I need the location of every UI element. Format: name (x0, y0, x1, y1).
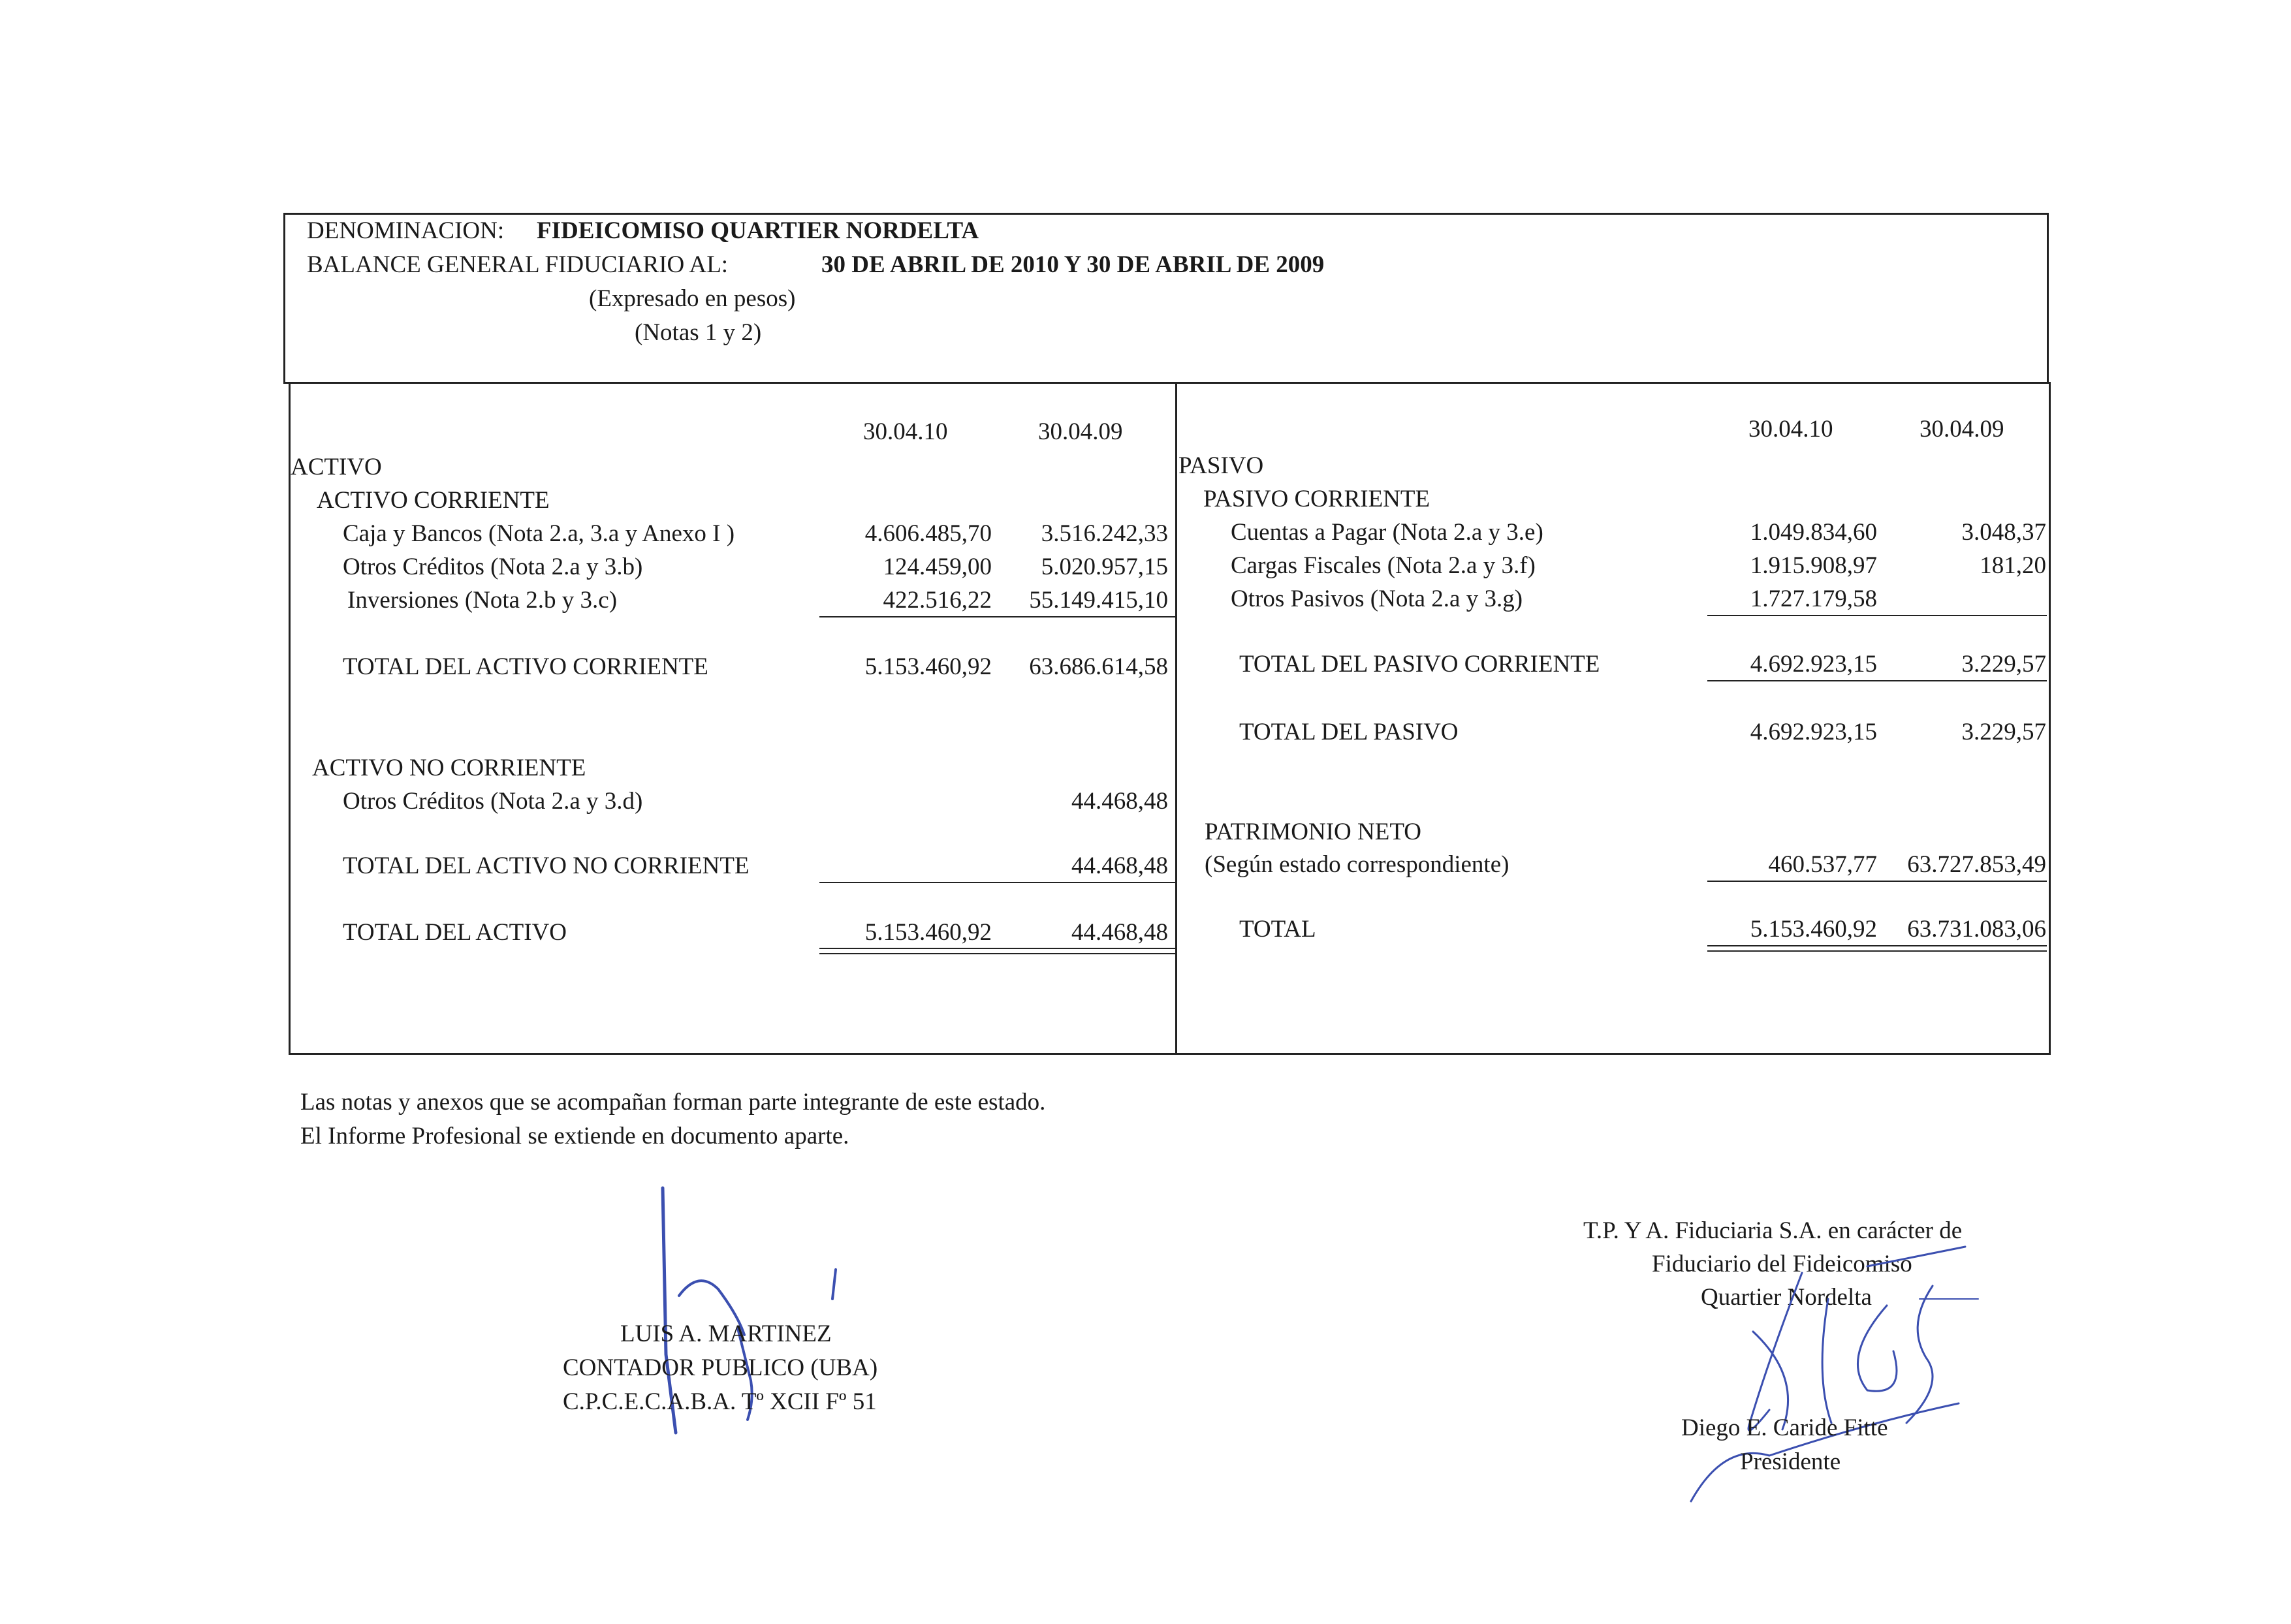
pasivo-row-label: Cuentas a Pagar (Nota 2.a y 3.e) (1231, 519, 1543, 546)
pasivo-subtotal-rule (1707, 615, 2047, 616)
activo-row-label: Inversiones (Nota 2.b y 3.c) (347, 587, 618, 614)
notes-line-2: El Informe Profesional se extiende en documento aparte. (300, 1123, 849, 1149)
column-divider (1175, 382, 1177, 1053)
total-pasivo-double-rule (1707, 950, 2047, 952)
pasivo-corriente-title: PASIVO CORRIENTE (1203, 486, 1430, 512)
pasivo-row-value-2009: 181,20 (1980, 552, 2046, 579)
fiduciary-line-3: Quartier Nordelta (1701, 1284, 1872, 1311)
pasivo-title: PASIVO (1178, 452, 1264, 479)
fiduciary-line-2: Fiduciario del Fideicomiso (1652, 1251, 1912, 1277)
activo-no-corriente-row-label: Otros Créditos (Nota 2.a y 3.d) (343, 788, 643, 815)
patrimonio-neto-row-label: (Según estado correspondiente) (1205, 851, 1509, 878)
pasivo-row-label: Otros Pasivos (Nota 2.a y 3.g) (1231, 586, 1523, 612)
pasivo-row-label: Cargas Fiscales (Nota 2.a y 3.f) (1231, 552, 1536, 579)
signatory-name-left: LUIS A. MARTINEZ (620, 1320, 832, 1347)
pasivo-col2-header: 30.04.09 (1920, 416, 2004, 443)
total-activo-double-rule (819, 953, 1175, 954)
pasivo-corriente-rule (1707, 680, 2047, 681)
total-activo-double-rule (819, 948, 1175, 949)
pasivo-row-value-2010: 1.915.908,97 (1750, 552, 1877, 579)
activo-row-value-2010: 124.459,00 (883, 554, 992, 580)
total-activo-corriente-2010: 5.153.460,92 (864, 653, 992, 680)
total-activo-corriente-2009: 63.686.614,58 (1029, 653, 1168, 680)
total-activo-2009: 44.468,48 (1071, 919, 1168, 946)
activo-subtotal-rule (819, 616, 1175, 617)
signatory-title-left: CONTADOR PUBLICO (UBA) (563, 1354, 878, 1381)
activo-row-label: Otros Créditos (Nota 2.a y 3.b) (343, 554, 643, 580)
pasivo-row-value-2009: 3.048,37 (1961, 519, 2046, 546)
activo-col2-header: 30.04.09 (1038, 418, 1123, 445)
activo-no-corriente-row-2009: 44.468,48 (1071, 788, 1168, 815)
denominacion-value: FIDEICOMISO QUARTIER NORDELTA (537, 217, 979, 244)
total-activo-label: TOTAL DEL ACTIVO (343, 919, 567, 946)
patrimonio-neto-2010: 460.537,77 (1768, 851, 1877, 878)
signatory-registry-left: C.P.C.E.C.A.B.A. Tº XCII Fº 51 (563, 1388, 877, 1415)
pasivo-col1-header: 30.04.10 (1748, 416, 1833, 443)
patrimonio-neto-title: PATRIMONIO NETO (1205, 819, 1422, 845)
notas-reference: (Notas 1 y 2) (635, 319, 762, 346)
activo-row-label: Caja y Bancos (Nota 2.a, 3.a y Anexo I ) (343, 520, 735, 547)
signatory-role-right: Presidente (1740, 1448, 1841, 1475)
total-2009: 63.731.083,06 (1907, 916, 2046, 943)
patrimonio-neto-2009: 63.727.853,49 (1907, 851, 2046, 878)
activo-row-value-2009: 55.149.415,10 (1029, 587, 1168, 614)
patrimonio-neto-rule (1707, 881, 2047, 882)
activo-no-corriente-title: ACTIVO NO CORRIENTE (312, 755, 586, 781)
total-activo-corriente-label: TOTAL DEL ACTIVO CORRIENTE (343, 653, 708, 680)
activo-row-value-2009: 5.020.957,15 (1041, 554, 1168, 580)
total-activo-no-corriente-label: TOTAL DEL ACTIVO NO CORRIENTE (343, 852, 750, 879)
fiduciary-line-1: T.P. Y A. Fiduciaria S.A. en carácter de (1583, 1217, 1963, 1244)
total-pasivo-2009: 3.229,57 (1961, 719, 2046, 745)
balance-label: BALANCE GENERAL FIDUCIARIO AL: (307, 251, 729, 278)
total-pasivo-corriente-label: TOTAL DEL PASIVO CORRIENTE (1239, 651, 1600, 678)
total-2010: 5.153.460,92 (1750, 916, 1877, 943)
pasivo-row-value-2010: 1.049.834,60 (1750, 519, 1877, 546)
total-activo-no-corriente-2009: 44.468,48 (1071, 852, 1168, 879)
pasivo-row-value-2010: 1.727.179,58 (1750, 586, 1877, 612)
activo-no-corriente-rule (819, 882, 1175, 883)
total-pasivo-label: TOTAL DEL PASIVO (1239, 719, 1459, 745)
activo-col1-header: 30.04.10 (863, 418, 948, 445)
total-pasivo-double-rule (1707, 945, 2047, 946)
signatory-name-right: Diego E. Caride Fitte (1681, 1414, 1888, 1441)
denominacion-label: DENOMINACION: (307, 217, 505, 244)
total-activo-2010: 5.153.460,92 (864, 919, 992, 946)
total-pasivo-corriente-2010: 4.692.923,15 (1750, 651, 1877, 678)
activo-title: ACTIVO (291, 454, 382, 480)
activo-corriente-title: ACTIVO CORRIENTE (317, 487, 550, 514)
expresado-en-pesos: (Expresado en pesos) (589, 285, 796, 312)
notes-line-1: Las notas y anexos que se acompañan forman parte integrante de este estado. (300, 1089, 1046, 1116)
total-label: TOTAL (1239, 916, 1316, 943)
total-pasivo-corriente-2009: 3.229,57 (1961, 651, 2046, 678)
total-pasivo-2010: 4.692.923,15 (1750, 719, 1877, 745)
activo-row-value-2009: 3.516.242,33 (1041, 520, 1168, 547)
activo-row-value-2010: 4.606.485,70 (864, 520, 992, 547)
balance-date: 30 DE ABRIL DE 2010 Y 30 DE ABRIL DE 2009 (821, 251, 1325, 278)
activo-row-value-2010: 422.516,22 (883, 587, 992, 614)
